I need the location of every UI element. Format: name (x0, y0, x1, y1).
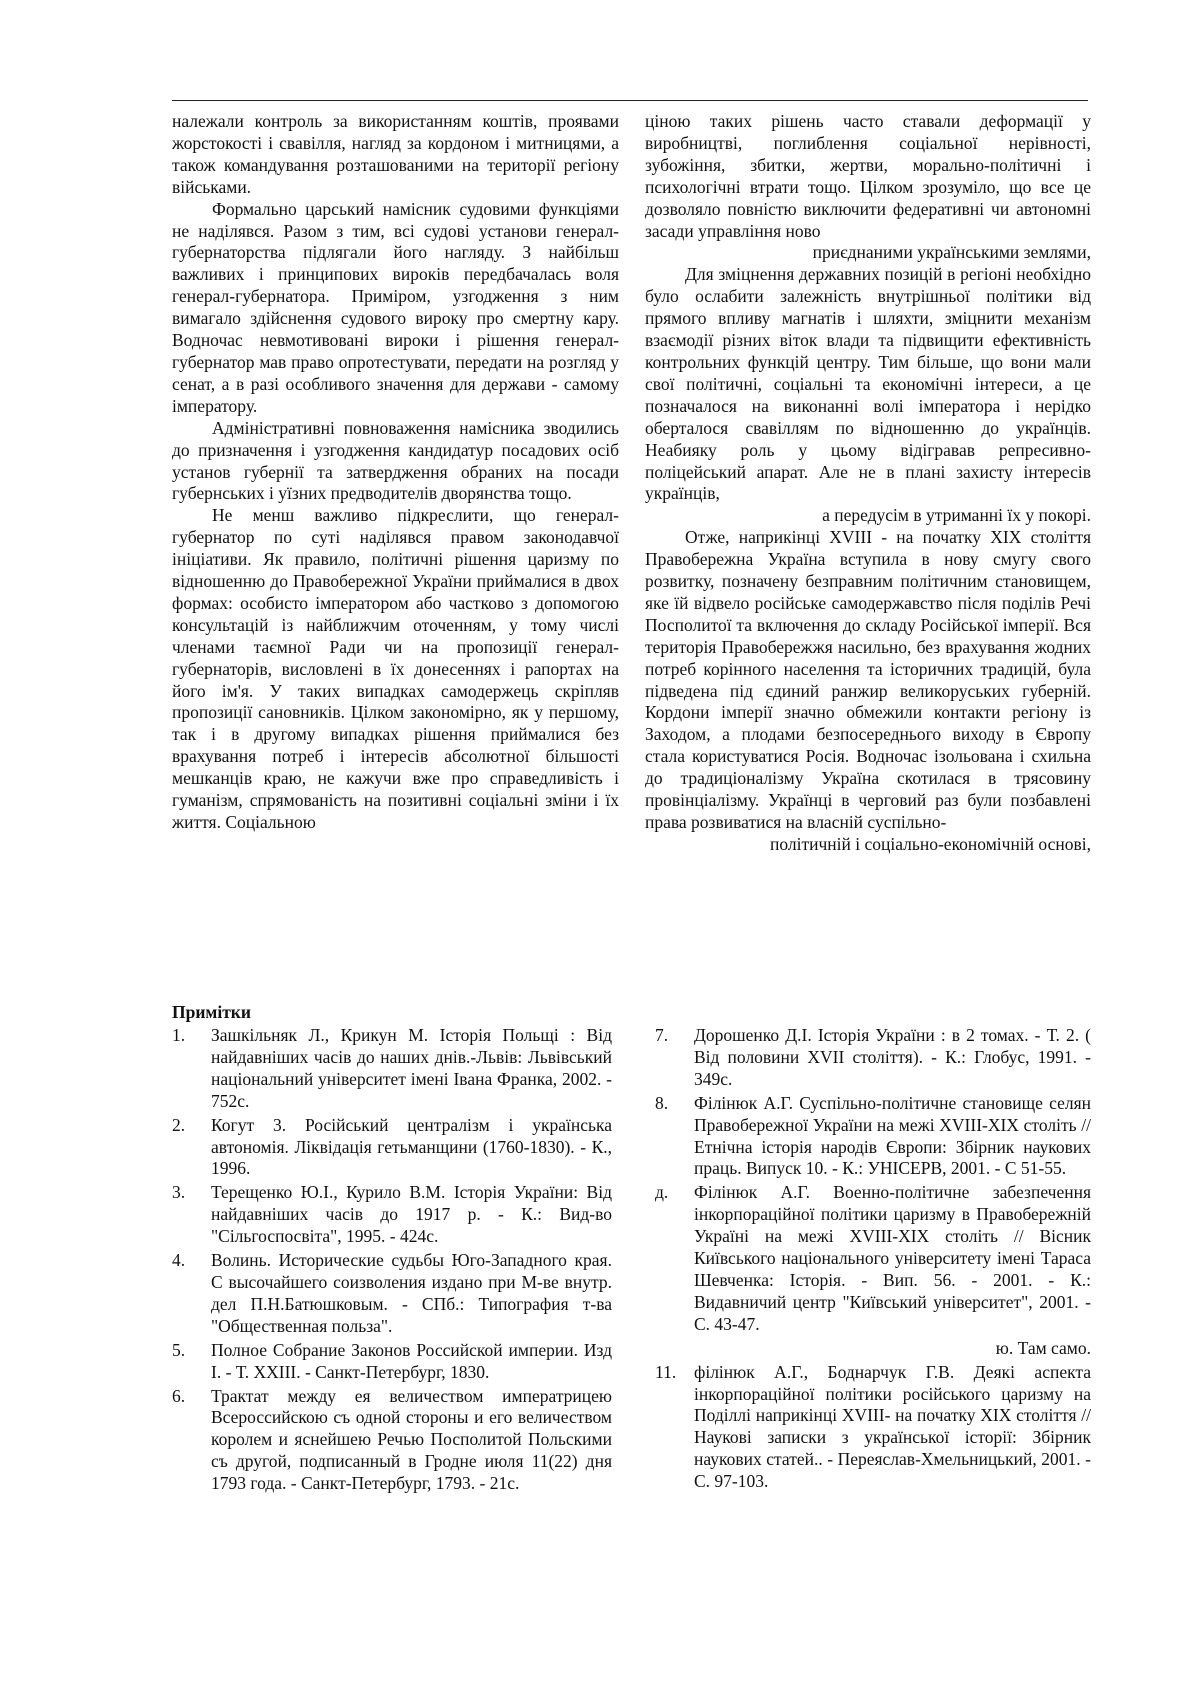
paragraph-line: політичній і соціально-економічній основі, (769, 833, 1091, 854)
paragraph-line: приєднаними українськими землями, (812, 242, 1091, 263)
body-column-right (645, 111, 1091, 856)
paragraph: Формально царський намісник судовими функціями не наділявся. Разом з тим, всі судові установи генерал-губернаторства підлягали його нагляду. З найбільш важливих і принципових вироків передбачалась воля генерал-губернатора. Приміром, узгодження з ним вимагало здійснення судового вироку про смертну кару. Водночас невмотивовані вироки і рішення генерал-губернатор мав право опротестувати, передати на розгляд у сенат, а в разі особливого значення для держави - самому імператору. (172, 198, 619, 416)
paragraph: Для зміцнення державних позицій в регіоні необхідно було ослабити залежність внутрішньої політики від прямого впливу магнатів і шляхти, зміцнити механізм взаємодії різних віток влади та підвищити ефективність контрольних функцій центру. Тим більше, що вони мали свої політичні, соціальні та економічні інтереси, а це позначалося на виконанні волі імператора і нерідко оберталося свавіллям по відношенню до українців. Неабияку роль у цьому відігравав репресивно-поліцейський апарат. Але не в плані захисту інтересів українців, (645, 264, 1091, 504)
note-text: Когут 3. Російський централізм і українська автономія. Ліквідація гетьманщини (1760-1830). - К., 1996. (211, 1114, 612, 1179)
note-number: 2. (172, 1114, 186, 1135)
note-text: Терещенко Ю.І., Курило В.М. Історія України: Від найдавніших часів до 1917 р. - К.: Вид-во "Сільгоспосвіта", 1995. - 424с. (211, 1182, 612, 1247)
note-number: 5. (172, 1339, 186, 1360)
paragraph: ціною таких рішень часто ставали деформації у виробництві, поглиблення соціальної нерівності, зубожіння, збитки, жертви, морально-політичні і психологічні втрати тощо. Цілком зрозуміло, що все це дозволяло повністю виключити федеративні чи автономні засади управління ново (645, 111, 1091, 241)
paragraph: Не менш важливо підкреслити, що генерал-губернатор по суті наділявся правом законодавчої ініціативи. Як правило, політичні рішення царизму по відношенню до Правобережної України приймалися в двох формах: особисто імператором або частково з допомогою консультацій із найближчим оточенням, у тому числі членами таємної Ради чи на пропозиції генерал-губернаторів, висловлені в їх донесеннях і рапортах на його ім'я. У таких випадках самодержець скріпляв пропозиції сановників. Цілком закономірно, як у першому, так і в другому випадках рішення приймалися без врахування потреб і інтересів абсолютної більшості мешканців краю, не кажучи вже про справедливість і гуманізм, спрямованість на позитивні соціальні зміни і їх життя. Соціальною (172, 505, 619, 832)
notes-list-right (655, 1025, 1091, 1495)
note-item (655, 1093, 1091, 1181)
note-text: ю. Там само. (995, 1337, 1091, 1358)
note-text: Волинь. Исторические судьбы Юго-Западного края. С высочайшего соизволения издано при М-ве внутр. дел П.Н.Батюшковым. - СПб.: Типография т-ва "Общественная польза". (211, 1250, 612, 1336)
note-text: філінюк А.Г., Боднарчук Г.В. Деякі аспекта інкорпораційної політики російського царизму на Поділлі наприкінці XVIII- на початку XIX століття // Наукові записки з української історії: Збірник наукових статей.. - Переяслав-Хмельницький, 2001. - С. 97-103. (694, 1361, 1091, 1492)
note-item (172, 1386, 612, 1496)
note-item (172, 1340, 612, 1384)
paragraph: Адміністративні повноваження намісника зводились до призначення і узгодження кандидатур посадових осіб установ губернії та затвердження обраних на посади губернських і уїзних предводителів дворянства тощо. (172, 417, 619, 504)
note-number: 11. (655, 1361, 677, 1382)
note-text: Полное Собрание Законов Российской империи. Изд І. - Т. XXIII. - Санкт-Петербург, 1830. (211, 1339, 612, 1382)
paragraph: Отже, наприкінці XVIII - на початку XIX століття Правобережна Україна вступила в нову смугу свого розвитку, позначену безправним політичним становищем, яке їй відвело російське самодержавство після поділів Речі Посполитої та включення до складу Російської імперії. Вся територія Правобережжя насильно, без врахування жодних потреб корінного населення та історичних традицій, була підведена під єдиний ранжир великоруських губерній. Кордони імперії значно обмежили контакти регіону із Заходом, а плодами безпосереднього виходу в Європу стала користуватися Росія. Водночас ізольована і схильна до традиціоналізму Україна скотилася в трясовину провінціалізму. Українці в черговий раз були позбавлені права розвиватися на власній суспільно- (645, 527, 1091, 832)
note-text: Філінюк А.Г. Военно-політичне забезпечення інкорпораційної політики царизму в Правобережній Україні на межі XVIII-XIX століть // Вісник Київського національного університету імені Тараса Шевченка: Історія. - Вип. 56. - 2001. - К.: Видавничий центр "Київський університет", 2001. - С. 43-47. (694, 1182, 1091, 1334)
note-number: 3. (172, 1182, 186, 1203)
header-rule (172, 100, 1088, 101)
note-item (172, 1182, 612, 1248)
note-number: 1. (172, 1025, 186, 1045)
note-number: 6. (172, 1385, 186, 1406)
note-item (655, 1025, 1091, 1091)
note-number: д. (655, 1182, 669, 1203)
note-text: Трактат между ея величеством императрицею Всероссийскою съ одной стороны и его величеством королем и яснейшею Речью Посполитой Польскими съ другой, подписанный в Гродне июля 11(22) дня 1793 года. - Санкт-Петербург, 1793. - 21с. (211, 1385, 612, 1494)
note-item (655, 1338, 1091, 1360)
note-item (655, 1182, 1091, 1335)
paragraph: належали контроль за використанням коштів, проявами жорстокості і свавілля, нагляд за кордоном і митницями, а також командування розташованими на території регіону військами. (172, 111, 619, 197)
note-text: Філінюк А.Г. Суспільно-політичне становище селян Правобережної України на межі XVIII-XIX століть // Етнічна історія народів Європи: Збірник наукових праць. Випуск 10. - К.: УНІСЕРВ, 2001. - С 51-55. (694, 1092, 1091, 1179)
notes-heading: Примітки (172, 1002, 251, 1022)
note-text: Дорошенко Д.І. Історія України : в 2 томах. - Т. 2. ( Від половини XVII століття). - К.: Глобус, 1991. - 349с. (694, 1025, 1091, 1089)
note-number: 8. (655, 1092, 669, 1113)
note-text: Зашкільняк Л., Крикун М. Історія Польщі : Від найдавніших часів до наших днів.-Львів: Львівський національний університет імені Івана Франка, 2002. - 752с. (211, 1025, 612, 1111)
paragraph-line: а передусім в утриманні їх у покорі. (822, 505, 1091, 526)
note-number: 4. (172, 1250, 186, 1271)
notes-list-left (172, 1025, 612, 1497)
note-item (172, 1025, 612, 1113)
note-item (172, 1115, 612, 1181)
body-column-left (172, 111, 619, 834)
note-number: 7. (655, 1025, 669, 1045)
note-item (172, 1250, 612, 1338)
note-item (655, 1362, 1091, 1493)
